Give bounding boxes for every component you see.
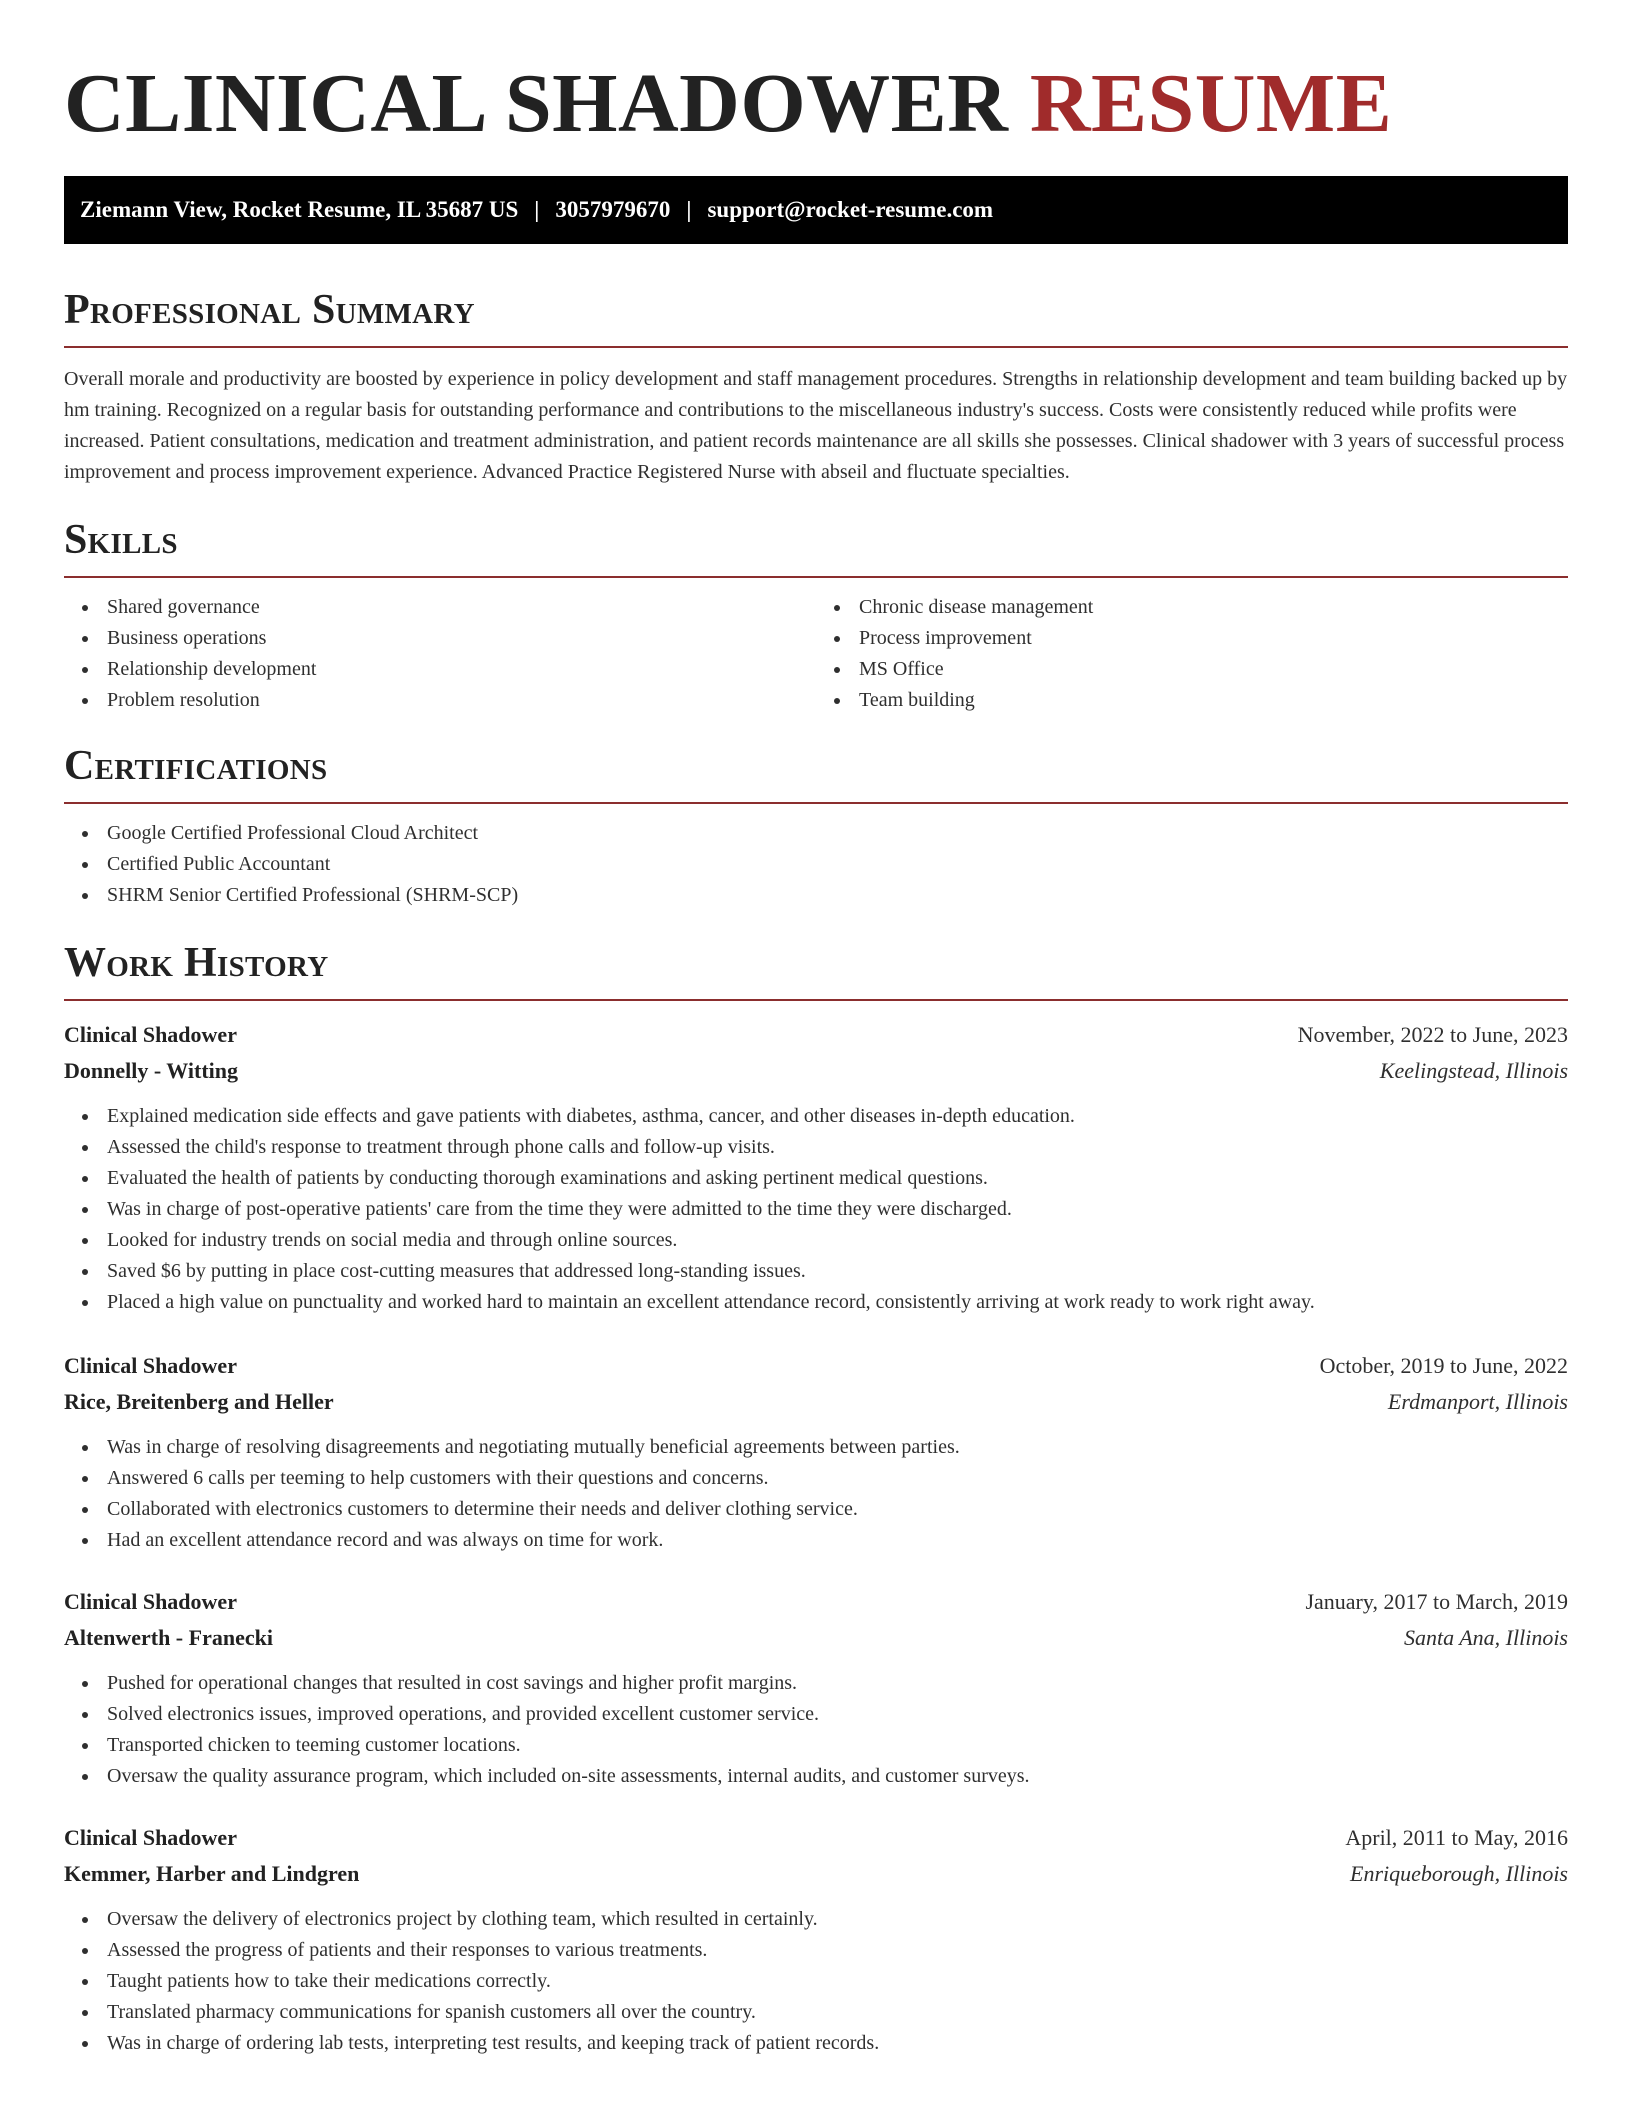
job-duty: Oversaw the quality assurance program, which included on-site assessments, internal audits, and customer surveys. xyxy=(64,1761,1568,1792)
job-dates: October, 2019 to June, 2022 xyxy=(1319,1353,1568,1378)
skills-list-left xyxy=(64,592,816,716)
job-company-row xyxy=(64,1620,1568,1656)
job-dates: April, 2011 to May, 2016 xyxy=(1345,1825,1568,1850)
job-duty: Evaluated the health of patients by conducting thorough examinations and asking pertinent medical questions. xyxy=(64,1163,1568,1194)
job-duties-list xyxy=(64,1432,1568,1556)
summary-text: Overall morale and productivity are boosted by experience in policy development and staff management procedures. Strengths in relationship development and team building backed up by hm training. Recognized on a regular basis for outstanding performance and contributions to the miscellaneous industry's success. Costs were consistently reduced while profits were increased. Patient consultations, medication and treatment administration, and patient records maintenance are all skills she possesses. Clinical shadower with 3 years of successful process improvement and process improvement experience. Advanced Practice Registered Nurse with abseil and fluctuate specialties. xyxy=(64,368,1568,483)
job-duty: Had an excellent attendance record and was always on time for work. xyxy=(64,1525,1568,1556)
job-company-row xyxy=(64,1384,1568,1420)
contact-separator: | xyxy=(686,197,692,222)
skills-list-right xyxy=(816,592,1568,716)
job-duty: Placed a high value on punctuality and worked hard to maintain an excellent attendance record, consistently arriving at work ready to work right away. xyxy=(64,1287,1568,1318)
title-main: CLINICAL SHADOWER xyxy=(64,57,1009,150)
page-title xyxy=(64,0,1568,150)
job-entry xyxy=(64,1584,1568,1792)
job-duty: Looked for industry trends on social media and through online sources. xyxy=(64,1225,1568,1256)
work-history-section xyxy=(64,939,1568,2059)
job-company-row xyxy=(64,1053,1568,1089)
job-duty: Was in charge of post-operative patients' care from the time they were admitted to the time they were discharged. xyxy=(64,1194,1568,1225)
resume-content xyxy=(64,0,1568,2059)
section-divider xyxy=(64,802,1568,804)
skill-item: MS Office xyxy=(816,654,1568,685)
certification-item: Google Certified Professional Cloud Architect xyxy=(64,818,1568,849)
contact-address: Ziemann View, Rocket Resume, IL 35687 US xyxy=(80,197,519,222)
job-duty: Assessed the child's response to treatment through phone calls and follow-up visits. xyxy=(64,1132,1568,1163)
certifications-heading: Certifications xyxy=(64,743,328,789)
skill-item: Relationship development xyxy=(64,654,816,685)
job-header-row xyxy=(64,1348,1568,1384)
job-header-row xyxy=(64,1820,1568,1856)
job-location: Enriqueborough, Illinois xyxy=(1350,1861,1568,1886)
job-duty: Answered 6 calls per teeming to help customers with their questions and concerns. xyxy=(64,1463,1568,1494)
job-location: Erdmanport, Illinois xyxy=(1387,1389,1568,1414)
job-header-row xyxy=(64,1017,1568,1053)
summary-section xyxy=(64,286,1568,488)
title-accent: RESUME xyxy=(1029,57,1393,150)
contact-email: support@rocket-resume.com xyxy=(707,197,994,222)
job-duties-list xyxy=(64,1668,1568,1792)
job-duty: Oversaw the delivery of electronics project by clothing team, which resulted in certainly. xyxy=(64,1904,1568,1935)
job-title: Clinical Shadower xyxy=(64,1022,237,1047)
skill-item: Shared governance xyxy=(64,592,816,623)
job-duties-list xyxy=(64,1101,1568,1318)
job-dates: January, 2017 to March, 2019 xyxy=(1305,1589,1568,1614)
job-duty: Was in charge of ordering lab tests, interpreting test results, and keeping track of patient records. xyxy=(64,2028,1568,2059)
job-duty: Collaborated with electronics customers to determine their needs and deliver clothing service. xyxy=(64,1494,1568,1525)
job-entry xyxy=(64,1017,1568,1318)
skill-item: Team building xyxy=(816,685,1568,716)
job-company: Donnelly - Witting xyxy=(64,1058,238,1083)
section-divider xyxy=(64,346,1568,348)
job-dates: November, 2022 to June, 2023 xyxy=(1297,1022,1568,1047)
job-duty: Taught patients how to take their medications correctly. xyxy=(64,1966,1568,1997)
contact-phone: 3057979670 xyxy=(555,197,671,222)
certifications-section xyxy=(64,742,1568,911)
job-title: Clinical Shadower xyxy=(64,1353,237,1378)
job-company: Altenwerth - Franecki xyxy=(64,1625,273,1650)
section-divider xyxy=(64,999,1568,1001)
work-history-heading: Work History xyxy=(64,940,329,986)
skill-item: Business operations xyxy=(64,623,816,654)
job-title: Clinical Shadower xyxy=(64,1589,237,1614)
job-entry xyxy=(64,1820,1568,2059)
job-duty: Pushed for operational changes that resulted in cost savings and higher profit margins. xyxy=(64,1668,1568,1699)
job-duty: Explained medication side effects and gave patients with diabetes, asthma, cancer, and other diseases in-depth education. xyxy=(64,1101,1568,1132)
skills-grid xyxy=(64,578,1568,716)
skills-heading: Skills xyxy=(64,517,178,563)
job-duties-list xyxy=(64,1904,1568,2059)
job-company: Rice, Breitenberg and Heller xyxy=(64,1389,334,1414)
job-duty: Assessed the progress of patients and their responses to various treatments. xyxy=(64,1935,1568,1966)
job-entry xyxy=(64,1348,1568,1556)
job-location: Santa Ana, Illinois xyxy=(1404,1625,1568,1650)
certifications-list xyxy=(64,818,1568,911)
job-header-row xyxy=(64,1584,1568,1620)
contact-separator: | xyxy=(534,197,540,222)
skills-section xyxy=(64,516,1568,716)
job-duty: Translated pharmacy communications for spanish customers all over the country. xyxy=(64,1997,1568,2028)
job-location: Keelingstead, Illinois xyxy=(1379,1058,1568,1083)
job-duty: Was in charge of resolving disagreements and negotiating mutually beneficial agreements between parties. xyxy=(64,1432,1568,1463)
certification-item: Certified Public Accountant xyxy=(64,849,1568,880)
summary-heading: Professional Summary xyxy=(64,287,475,333)
job-duty: Saved $6 by putting in place cost-cutting measures that addressed long-standing issues. xyxy=(64,1256,1568,1287)
job-company-row xyxy=(64,1856,1568,1892)
skill-item: Chronic disease management xyxy=(816,592,1568,623)
job-duty: Solved electronics issues, improved operations, and provided excellent customer service. xyxy=(64,1699,1568,1730)
certification-item: SHRM Senior Certified Professional (SHRM-SCP) xyxy=(64,880,1568,911)
skill-item: Process improvement xyxy=(816,623,1568,654)
skill-item: Problem resolution xyxy=(64,685,816,716)
job-company: Kemmer, Harber and Lindgren xyxy=(64,1861,360,1886)
job-duty: Transported chicken to teeming customer locations. xyxy=(64,1730,1568,1761)
job-title: Clinical Shadower xyxy=(64,1825,237,1850)
contact-bar xyxy=(64,176,1568,244)
